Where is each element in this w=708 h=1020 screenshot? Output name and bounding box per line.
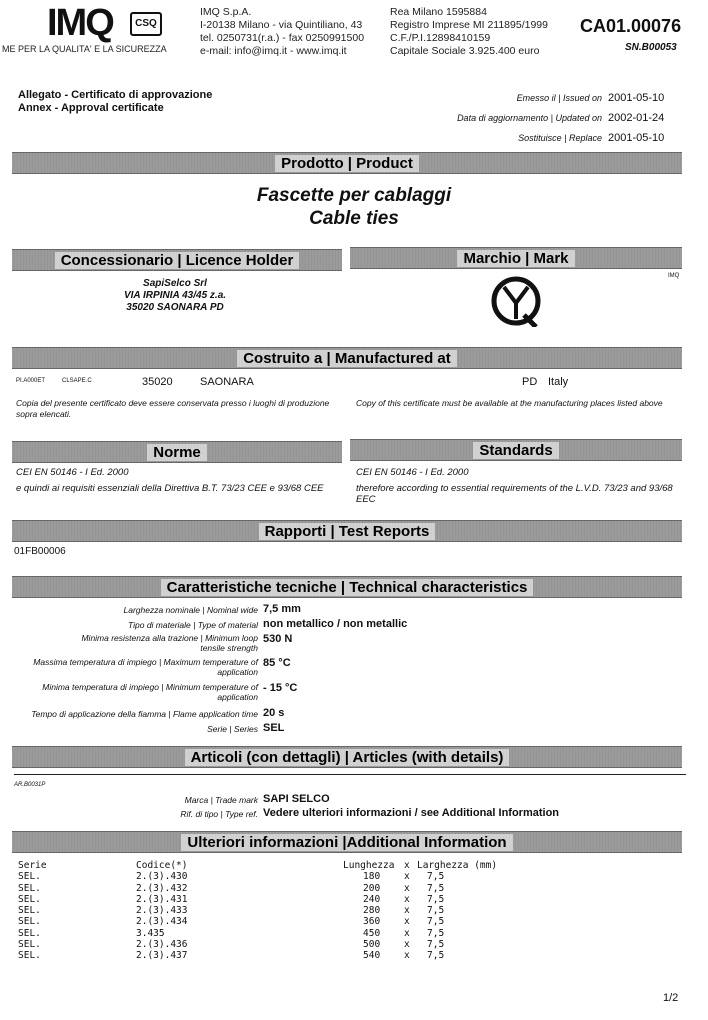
annex-title (18, 89, 212, 115)
table-cell: x (404, 871, 410, 883)
norme-text: e quindi ai requisiti essenziali della Direttiva B.T. 73/23 CEE e 93/68 CEE (16, 483, 324, 494)
copy-note-en: Copy of this certificate must be available at the manufacturing places listed above (356, 398, 663, 408)
table-cell: SEL. (18, 893, 41, 905)
table-cell: 2.(3).436 (136, 939, 188, 951)
table-cell: x (404, 916, 410, 928)
tech-label: Tempo di applicazione della fiamma | Flame application time (31, 709, 258, 719)
table-row (18, 883, 538, 894)
date-issued (457, 92, 674, 112)
date-updated (457, 112, 674, 132)
section-manufactured-at (12, 347, 682, 369)
date-value: 2002-01-24 (608, 112, 665, 124)
dates-block (457, 92, 674, 152)
table-row (18, 939, 538, 950)
section-technical-characteristics (12, 576, 682, 598)
section-title: Caratteristiche tecniche | Technical characteristics (161, 579, 534, 596)
table-cell: x (404, 905, 410, 917)
table-cell: 540 (363, 950, 381, 962)
table-cell: 200 (363, 882, 381, 894)
standards-standard: CEI EN 50146 - I Ed. 2000 (356, 467, 469, 478)
table-cell: SEL. (18, 950, 41, 962)
table-row (18, 871, 538, 882)
client-code: CLSAPE.C (62, 378, 92, 384)
table-cell: 2.(3).434 (136, 916, 188, 928)
tech-value: 85 °C (263, 657, 291, 669)
copy-note-it: Copia del presente certificato deve essere conservata presso i luoghi di produzione sopra elencati. (16, 398, 330, 419)
plant-province: PD (522, 376, 538, 388)
section-title: Costruito a | Manufactured at (237, 350, 457, 367)
section-licence-holder (12, 249, 342, 271)
tech-value: - 15 °C (263, 682, 298, 694)
annex-title-en: Annex - Approval certificate (18, 102, 164, 114)
tech-label: Minima resistenza alla trazione | Minimum loop tensile strength (81, 633, 258, 653)
section-title: Norme (147, 444, 207, 461)
table-cell: 7,5 (427, 916, 445, 928)
section-title: Concessionario | Licence Holder (55, 252, 300, 269)
table-cell: 2.(3).432 (136, 882, 188, 894)
table-cell: SEL. (18, 916, 41, 928)
table-cell: 2.(3).431 (136, 893, 188, 905)
table-row (18, 894, 538, 905)
table-cell: 240 (363, 893, 381, 905)
col-header-width: Larghezza (mm) (417, 860, 498, 871)
tech-value: 20 s (263, 707, 285, 719)
logo-tagline: ME PER LA QUALITA' E LA SICUREZZA (2, 44, 167, 54)
section-title: Marchio | Mark (457, 250, 574, 267)
table-cell: 2.(3).437 (136, 950, 188, 962)
table-cell: x (404, 927, 410, 939)
company-registry: Rea Milano 1595884 Registro Imprese MI 211895/1999 C.F./P.I.12898410159 Capitale Sociale 3.925.400 euro (390, 6, 548, 57)
table-cell: x (404, 893, 410, 905)
section-test-reports (12, 520, 682, 542)
plant-code: PI.A000ET (16, 378, 46, 384)
table-cell: SEL. (18, 871, 41, 883)
tech-value: non metallico / non metallic (263, 618, 408, 630)
plant-country: Italy (548, 376, 569, 388)
table-cell: SEL. (18, 927, 41, 939)
date-value: 2001-05-10 (608, 92, 665, 104)
norme-standard: CEI EN 50146 - I Ed. 2000 (16, 467, 129, 478)
table-header (18, 860, 538, 871)
tech-label: Serie | Series (207, 724, 258, 734)
section-standards (350, 439, 682, 461)
table-cell: 7,5 (427, 950, 445, 962)
table-cell: 7,5 (427, 893, 445, 905)
table-row (18, 950, 538, 961)
table-cell: 7,5 (427, 882, 445, 894)
test-report-code: 01FB00006 (14, 546, 66, 557)
certificate-number: CA01.00076 (580, 16, 682, 36)
tech-label: Larghezza nominale | Nominal wide (123, 605, 258, 615)
table-cell: 280 (363, 905, 381, 917)
section-articles (12, 746, 682, 768)
date-label: Emesso il | Issued on (516, 93, 602, 103)
col-header-length: Lunghezza (343, 860, 395, 871)
date-label: Data di aggiornamento | Updated on (457, 113, 602, 123)
section-title: Ulteriori informazioni |Additional Information (181, 834, 512, 851)
article-code: AR.B0031P (14, 782, 46, 788)
serial-number: SN.B00053 (625, 42, 677, 53)
tech-label: Massima temperatura di impiego | Maximum temperature of application (33, 657, 258, 677)
plant-city: SAONARA (200, 376, 254, 388)
tech-label: Minima temperatura di impiego | Minimum temperature of application (42, 682, 258, 702)
type-ref-label: Rif. di tipo | Type ref. (180, 809, 258, 819)
csq-logo-badge: CSQ (130, 12, 162, 36)
section-additional-information (12, 831, 682, 853)
col-header-code: Codice(*) (136, 860, 188, 871)
trade-mark-label: Marca | Trade mark (184, 795, 258, 805)
plant-zip: 35020 (142, 376, 173, 388)
tech-value: 530 N (263, 633, 293, 645)
table-cell: 500 (363, 939, 381, 951)
section-mark (350, 247, 682, 269)
table-cell: SEL. (18, 939, 41, 951)
col-header-x: x (404, 860, 410, 871)
table-row (18, 905, 538, 916)
section-title: Standards (473, 442, 558, 459)
col-header-series: Serie (18, 860, 47, 871)
table-cell: SEL. (18, 905, 41, 917)
table-row (18, 916, 538, 927)
tech-value: 7,5 mm (263, 603, 301, 615)
tech-label: Tipo di materiale | Type of material (128, 620, 258, 630)
table-cell: 7,5 (427, 871, 445, 883)
table-cell: SEL. (18, 882, 41, 894)
date-label: Sostituisce | Replace (518, 133, 602, 143)
table-cell: 7,5 (427, 905, 445, 917)
imq-mark-icon (490, 275, 542, 327)
section-norme (12, 441, 342, 463)
page-number: 1/2 (663, 992, 679, 1004)
section-title: Articoli (con dettagli) | Articles (with details) (185, 749, 510, 766)
table-row (18, 928, 538, 939)
table-cell: 450 (363, 927, 381, 939)
additional-table (18, 860, 538, 962)
section-title: Rapporti | Test Reports (259, 523, 436, 540)
table-cell: x (404, 939, 410, 951)
table-cell: 180 (363, 871, 381, 883)
table-cell: 2.(3).430 (136, 871, 188, 883)
table-cell: 360 (363, 916, 381, 928)
product-title-it: Fascette per cablaggi (256, 185, 452, 206)
divider (14, 774, 686, 775)
company-address: IMQ S.p.A. I-20138 Milano - via Quintiliano, 43 tel. 0250731(r.a.) - fax 0250991500 e-mail: info@imq.it - www.imq.it (200, 6, 365, 57)
section-title: Prodotto | Product (275, 155, 419, 172)
section-product (12, 152, 682, 174)
table-cell: x (404, 882, 410, 894)
date-value: 2001-05-10 (608, 132, 665, 144)
product-title-en: Cable ties (309, 208, 399, 229)
annex-title-it: Allegato - Certificato di approvazione (18, 89, 213, 101)
imq-logo: IMQ (47, 2, 113, 44)
table-cell: 3.435 (136, 927, 165, 939)
tech-value: SEL (263, 722, 285, 734)
licence-holder-address: SapiSelco Srl VIA IRPINIA 43/45 z.a. 35020 SAONARA PD (123, 278, 227, 313)
mark-label: IMQ (668, 273, 680, 279)
trade-mark-value: SAPI SELCO (263, 793, 330, 805)
table-cell: 7,5 (427, 939, 445, 951)
table-cell: x (404, 950, 410, 962)
type-ref-value: Vedere ulteriori informazioni / see Additional Information (263, 807, 560, 819)
standards-text: therefore according to essential requirements of the L.V.D. 73/23 and 93/68 EEC (356, 483, 673, 505)
table-cell: 7,5 (427, 927, 445, 939)
date-replaced (457, 132, 674, 152)
table-cell: 2.(3).433 (136, 905, 188, 917)
